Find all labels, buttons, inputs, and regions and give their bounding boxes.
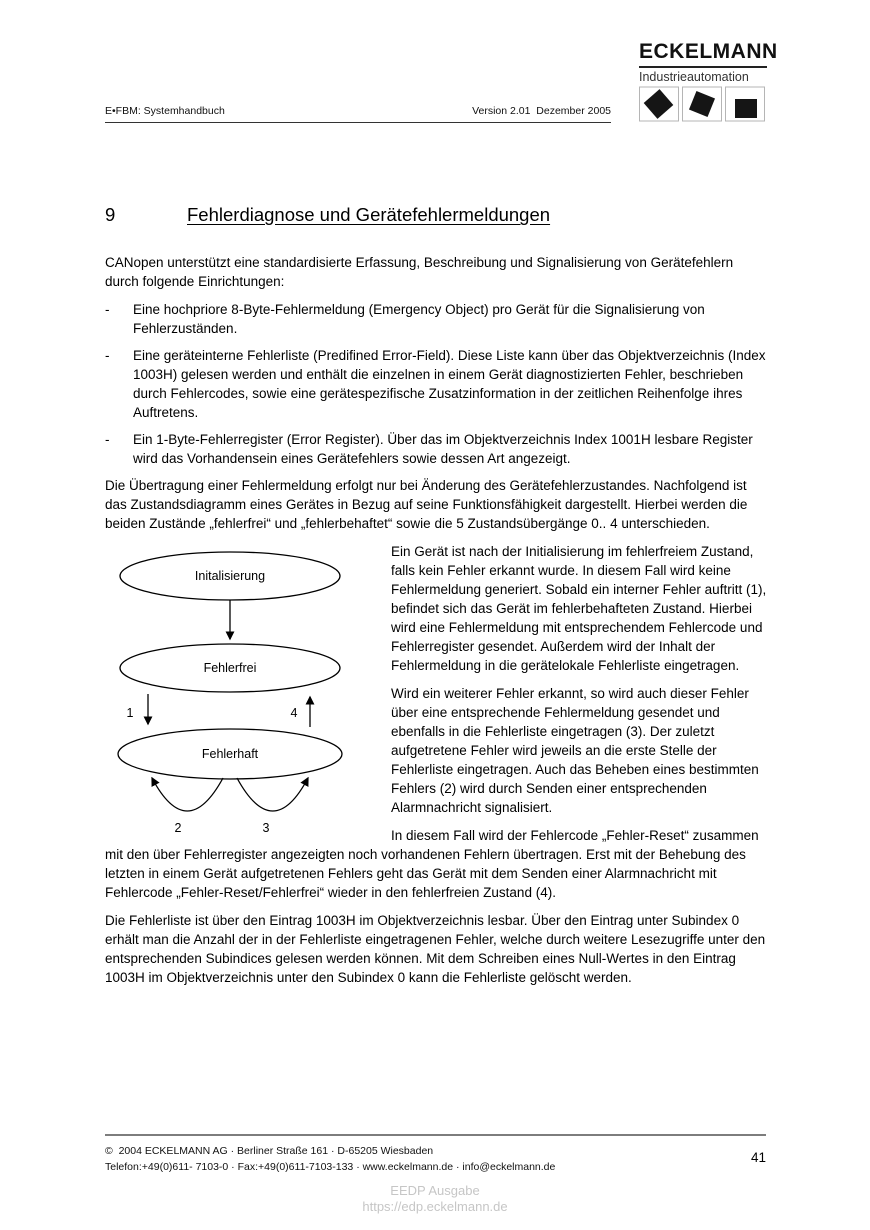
doc-title: E•FBM: Systemhandbuch bbox=[105, 105, 225, 117]
list-marker: - bbox=[105, 432, 110, 447]
list-marker: - bbox=[105, 302, 110, 317]
flow-paragraph-3: In diesem Fall wird der Fehlercode „Fehler-Reset“ zusammen mit den über Fehlerregister angezeigten noch vorhandenen Fehlern übertragen. Erst mit der Behebung des letzten in einem Gerät aufgetretenen Fehlers geht das Gerät mit dem Senden einer Alarmnachricht mit Fehlercode „Fehler-Reset/Fehlerfrei“ wieder in den fehlerfreien Zustand (4). bbox=[105, 828, 759, 900]
footer-contact: Telefon:+49(0)611- 7103-0 · Fax:+49(0)611-7103-133 · www.eckelmann.de · info@eckelmann.de bbox=[105, 1161, 556, 1173]
doc-version: Version 2.01 Dezember 2005 bbox=[472, 105, 611, 117]
arrow-transition-2 bbox=[152, 778, 223, 811]
watermark-line-1: EEDP Ausgabe bbox=[390, 1183, 480, 1198]
flow-paragraph-2: Wird ein weiterer Fehler erkannt, so wird auch dieser Fehler über eine entsprechende Fehlermeldung gesendet und ebenfalls in die Fehlerliste eingetragen (3). Der zuletzt aufgetretene Fehler wird jeweils an die erste Stelle der Fehlerliste eingetragen. Auch das Beheben eines bestimmten Fehlers (2) wird durch Senden einer entsprechenden Alarmnachricht signalisiert. bbox=[391, 686, 759, 815]
list-item-text: Ein 1-Byte-Fehlerregister (Error Register). Über das im Objektverzeichnis Index 1001H lesbare Register wird das Vorhandensein eines Gerätefehlers sowie dessen Art angezeigt. bbox=[133, 432, 753, 466]
content bbox=[105, 203, 767, 996]
state-diagram bbox=[105, 546, 367, 842]
logo-brand-text: ECKELMANN bbox=[639, 40, 767, 68]
section-heading bbox=[105, 203, 767, 226]
transition-label-3: 3 bbox=[262, 821, 270, 835]
error-mechanisms-list bbox=[105, 300, 767, 468]
state-diagram-svg bbox=[105, 546, 367, 842]
flow-section bbox=[105, 542, 767, 987]
list-item-text: Eine hochpriore 8-Byte-Fehlermeldung (Emergency Object) pro Gerät für die Signalisierung von Fehlerzuständen. bbox=[133, 302, 705, 336]
list-item bbox=[105, 300, 767, 338]
logo-square-3-icon bbox=[735, 99, 757, 118]
arrow-transition-3 bbox=[237, 778, 308, 811]
page-header bbox=[105, 105, 611, 123]
footer bbox=[105, 1143, 555, 1175]
state-intro-paragraph: Die Übertragung einer Fehlermeldung erfolgt nur bei Änderung des Gerätefehlerzustandes. Nachfolgend ist das Zustandsdiagramm eines Gerätes in Bezug auf seine Funktionsfähigkeit dargestellt. Hierbei werden die beiden Zustände „fehlerfrei“ und „fehlerbehaftet“ sowie die 5 Zustandsübergänge 0.. 4 unterschieden. bbox=[105, 478, 748, 531]
logo-squares-graphic bbox=[639, 86, 766, 123]
transition-label-1: 1 bbox=[126, 706, 134, 720]
section-number: 9 bbox=[105, 204, 116, 225]
watermark-line-2: https://edp.eckelmann.de bbox=[362, 1199, 508, 1214]
list-item bbox=[105, 430, 767, 468]
flow-paragraph-1: Ein Gerät ist nach der Initialisierung im fehlerfreiem Zustand, falls kein Fehler erkannt wurde. In diesem Fall wird keine Fehlermeldung generiert. Sobald ein interner Fehler auftritt (1), befindet sich das Gerät im fehlerbehafteten Zustand. Hierbei wird eine Fehlermeldung mit entsprechendem Fehlercode und Fehlerregister gesendet. Außerdem wird der Inhalt der Fehlermeldung in die gerätelokale Fehlerliste eingetragen. bbox=[391, 544, 767, 673]
footer-divider bbox=[105, 1134, 766, 1136]
intro-paragraph: CANopen unterstützt eine standardisierte Erfassung, Beschreibung und Signalisierung von Gerätefehlern durch folgende Einrichtungen: bbox=[105, 255, 734, 289]
page-number: 41 bbox=[750, 1150, 766, 1165]
transition-label-2: 2 bbox=[174, 821, 182, 835]
eckelmann-logo bbox=[639, 40, 778, 84]
logo-subtitle-text: Industrieautomation bbox=[639, 70, 749, 84]
section-title: Fehlerdiagnose und Gerätefehlermeldungen bbox=[187, 204, 551, 225]
state-label-initialisierung: Initalisierung bbox=[194, 569, 266, 583]
state-label-fehlerhaft: Fehlerhaft bbox=[201, 747, 259, 761]
list-item-text: Eine geräteinterne Fehlerliste (Predifined Error-Field). Diese Liste kann über das Objektverzeichnis (Index 1003H) gelesen werden und enthält die einzelnen in einem Gerät diagnostizierten Fehler, beschrieben durch Fehlercodes, sowie eine gerätespezifische Zusatzinformation in der zeitlichen Reihenfolge ihres Auftretens. bbox=[133, 348, 766, 420]
state-label-fehlerfrei: Fehlerfrei bbox=[203, 661, 257, 675]
list-marker: - bbox=[105, 348, 110, 363]
footer-address: © 2004 ECKELMANN AG · Berliner Straße 161 · D-65205 Wiesbaden bbox=[105, 1145, 434, 1157]
list-item bbox=[105, 346, 767, 422]
errorlist-paragraph: Die Fehlerliste ist über den Eintrag 1003H im Objektverzeichnis lesbar. Über den Eintrag unter Subindex 0 erhält man die Anzahl der in der Fehlerliste eingetragenen Fehler, welche durch weitere Lesezugriffe unter den entsprechenden Subindices gelesen werden können. Mit dem Schreiben eines Null-Wertes in den Eintrag 1003H im Objektverzeichnis unter den Subindex 0 kann die Fehlerliste gelöscht werden. bbox=[105, 913, 766, 985]
transition-label-4: 4 bbox=[290, 706, 298, 720]
watermark bbox=[0, 1183, 870, 1215]
